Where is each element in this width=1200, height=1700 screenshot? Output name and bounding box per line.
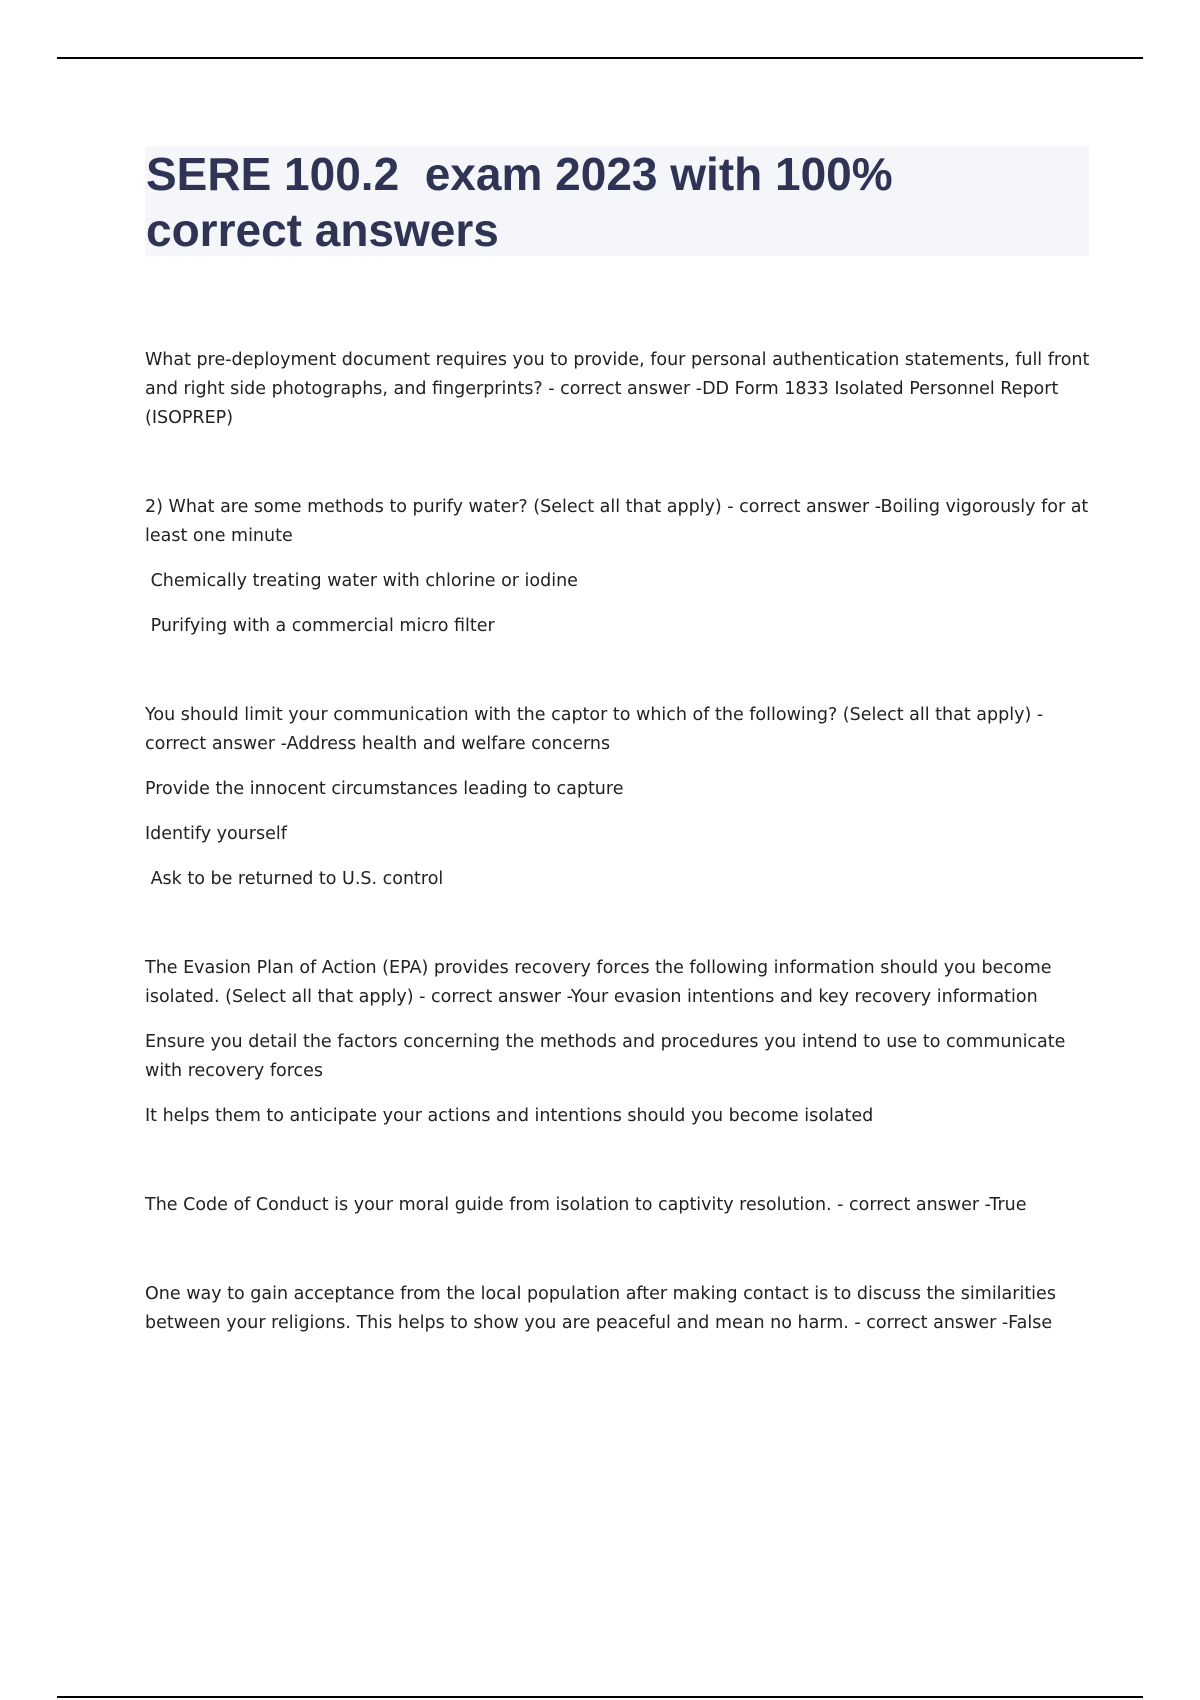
qa-item-3 bbox=[145, 701, 1095, 894]
answer-line: Provide the innocent circumstances leading to capture bbox=[145, 779, 624, 799]
answer-line: Purifying with a commercial micro filter bbox=[145, 616, 495, 636]
answer-line: Identify yourself bbox=[145, 824, 287, 844]
qa-text: One way to gain acceptance from the local population after making contact is to discuss the similarities between your religions. This helps to show you are peaceful and mean no harm. - correct answer -False bbox=[145, 1284, 1062, 1333]
answer-line: Chemically treating water with chlorine or iodine bbox=[145, 571, 578, 591]
qa-text: You should limit your communication with the captor to which of the following? (Select all that apply) - correct answer -Address health and welfare concerns bbox=[145, 705, 1049, 754]
qa-item-1 bbox=[145, 346, 1095, 433]
qa-text: The Evasion Plan of Action (EPA) provides recovery forces the following information should you become isolated. (Select all that apply) - correct answer -Your evasion intentions and key recovery information bbox=[145, 958, 1058, 1007]
qa-text: What pre-deployment document requires you to provide, four personal authentication statements, full front and right side photographs, and fingerprints? - correct answer -DD Form 1833 Isolated Personnel Report (ISOPREP) bbox=[145, 350, 1095, 428]
answer-line: It helps them to anticipate your actions and intentions should you become isolated bbox=[145, 1106, 874, 1126]
qa-item-5 bbox=[145, 1191, 1095, 1220]
qa-text: 2) What are some methods to purify water? (Select all that apply) - correct answer -Boiling vigorously for at least one minute bbox=[145, 497, 1094, 546]
answer-line: Ensure you detail the factors concerning the methods and procedures you intend to use to communicate with recovery forces bbox=[145, 1032, 1071, 1081]
qa-item-4 bbox=[145, 954, 1095, 1131]
top-rule bbox=[57, 57, 1143, 59]
qa-item-2 bbox=[145, 493, 1095, 641]
bottom-rule bbox=[57, 1696, 1143, 1698]
title-banner bbox=[145, 146, 1089, 256]
qa-list bbox=[145, 346, 1095, 1338]
qa-text: The Code of Conduct is your moral guide from isolation to captivity resolution. - correct answer -True bbox=[145, 1195, 1027, 1215]
qa-item-6 bbox=[145, 1280, 1095, 1338]
answer-line: Ask to be returned to U.S. control bbox=[145, 869, 444, 889]
document-title: SERE 100.2 exam 2023 with 100% correct answers bbox=[146, 148, 906, 256]
